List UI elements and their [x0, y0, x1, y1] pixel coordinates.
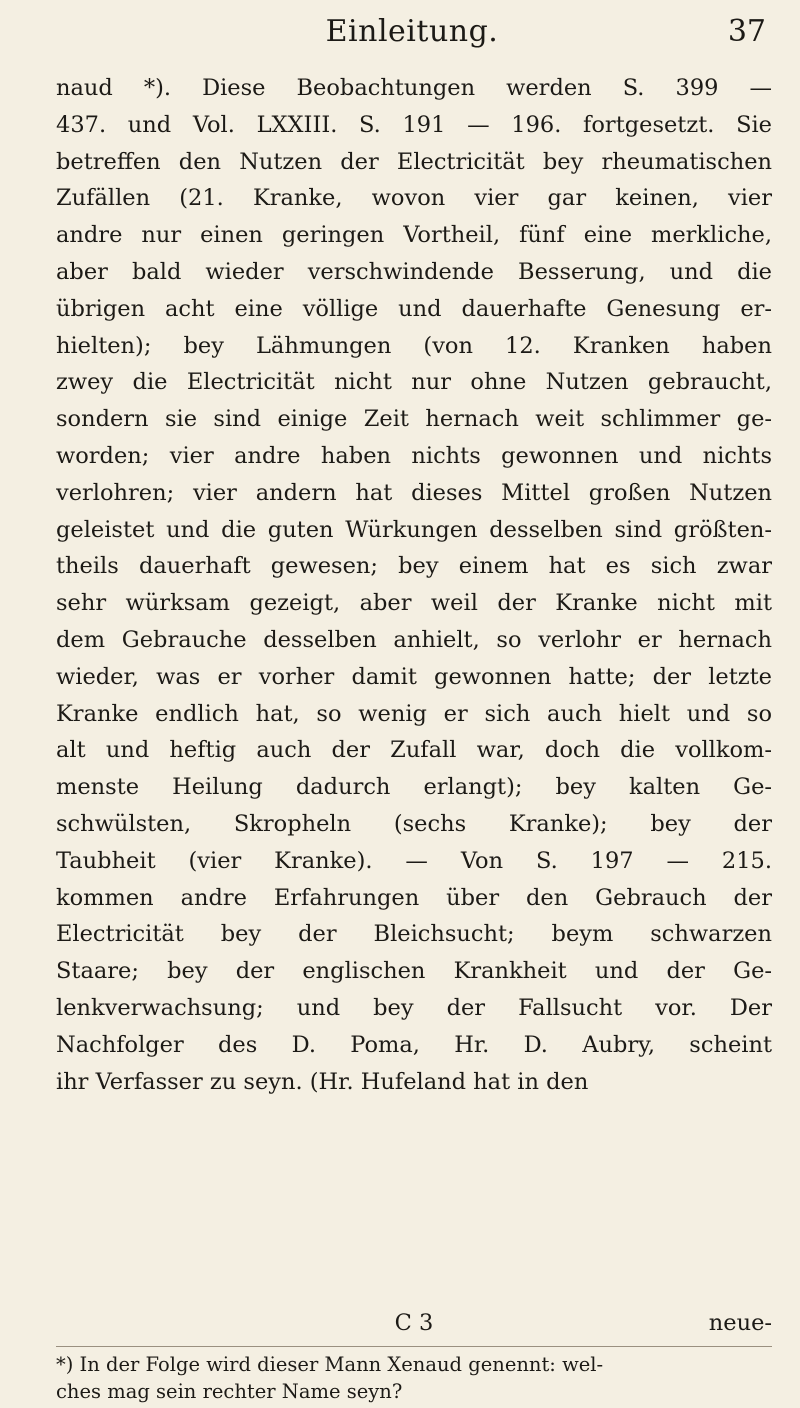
catchword: neue-: [708, 1310, 772, 1336]
text-line: betreffen den Nutzen der Electricität bey rheumatischen: [56, 148, 772, 175]
text-line: Staare; bey der englischen Krankheit und der Ge-: [56, 958, 772, 985]
text-line: kommen andre Erfahrungen über den Gebrauch der: [56, 884, 772, 911]
text-line: zwey die Electricität nicht nur ohne Nutzen gebraucht,: [56, 369, 772, 396]
text-line: theils dauerhaft gewesen; bey einem hat es sich zwar: [56, 553, 772, 580]
footnote-line: *) In der Folge wird dieser Mann Xenaud genennt: wel-: [56, 1353, 604, 1376]
text-line: 437. und Vol. LXXIII. S. 191 — 196. fortgesetzt. Sie: [56, 111, 772, 138]
text-line: Kranke endlich hat, so wenig er sich auch hielt und so: [56, 700, 772, 727]
text-line: naud *). Diese Beobachtungen werden S. 399 —: [56, 75, 772, 101]
text-line: übrigen acht eine völlige und dauerhafte Genesung er-: [56, 295, 772, 322]
body-text: [56, 70, 772, 1100]
running-head: Einleitung.: [325, 14, 499, 49]
text-line: verlohren; vier andern hat dieses Mittel großen Nutzen: [56, 479, 772, 506]
text-line: alt und heftig auch der Zufall war, doch die vollkom-: [56, 737, 772, 764]
page-header: [58, 14, 766, 54]
text-line: sehr würksam gezeigt, aber weil der Kranke nicht mit: [56, 590, 772, 617]
text-line: Taubheit (vier Kranke). — Von S. 197 — 215.: [56, 847, 772, 874]
text-line: wieder, was er vorher damit gewonnen hatte; der letzte: [56, 663, 772, 690]
footnote: [56, 1346, 772, 1405]
signature-line: [56, 1310, 772, 1344]
text-line: dem Gebrauche desselben anhielt, so verlohr er hernach: [56, 626, 772, 653]
text-line: geleistet und die guten Würkungen desselben sind größten-: [56, 516, 772, 543]
text-line: schwülsten, Skropheln (sechs Kranke); bey der: [56, 810, 772, 837]
page-number: 37: [727, 14, 766, 49]
signature-mark: C 3: [394, 1310, 434, 1336]
text-line: worden; vier andre haben nichts gewonnen und nichts: [56, 442, 772, 469]
text-line: sondern sie sind einige Zeit hernach weit schlimmer ge-: [56, 406, 772, 433]
text-line: aber bald wieder verschwindende Besserung, und die: [56, 258, 772, 285]
text-line: andre nur einen geringen Vortheil, fünf eine merkliche,: [56, 222, 772, 249]
text-line: Electricität bey der Bleichsucht; beym schwarzen: [56, 921, 772, 948]
text-line: Zufällen (21. Kranke, wovon vier gar keinen, vier: [56, 185, 772, 212]
text-line: hielten); bey Lähmungen (von 12. Kranken haben: [56, 332, 772, 359]
text-line: lenkverwachsung; und bey der Fallsucht vor. Der: [56, 994, 772, 1021]
text-line: Nachfolger des D. Poma, Hr. D. Aubry, scheint: [56, 1031, 772, 1058]
text-line: ihr Verfasser zu seyn. (Hr. Hufeland hat in den: [56, 1068, 589, 1095]
footnote-line: ches mag sein rechter Name seyn?: [56, 1380, 403, 1403]
text-line: menste Heilung dadurch erlangt); bey kalten Ge-: [56, 774, 772, 801]
